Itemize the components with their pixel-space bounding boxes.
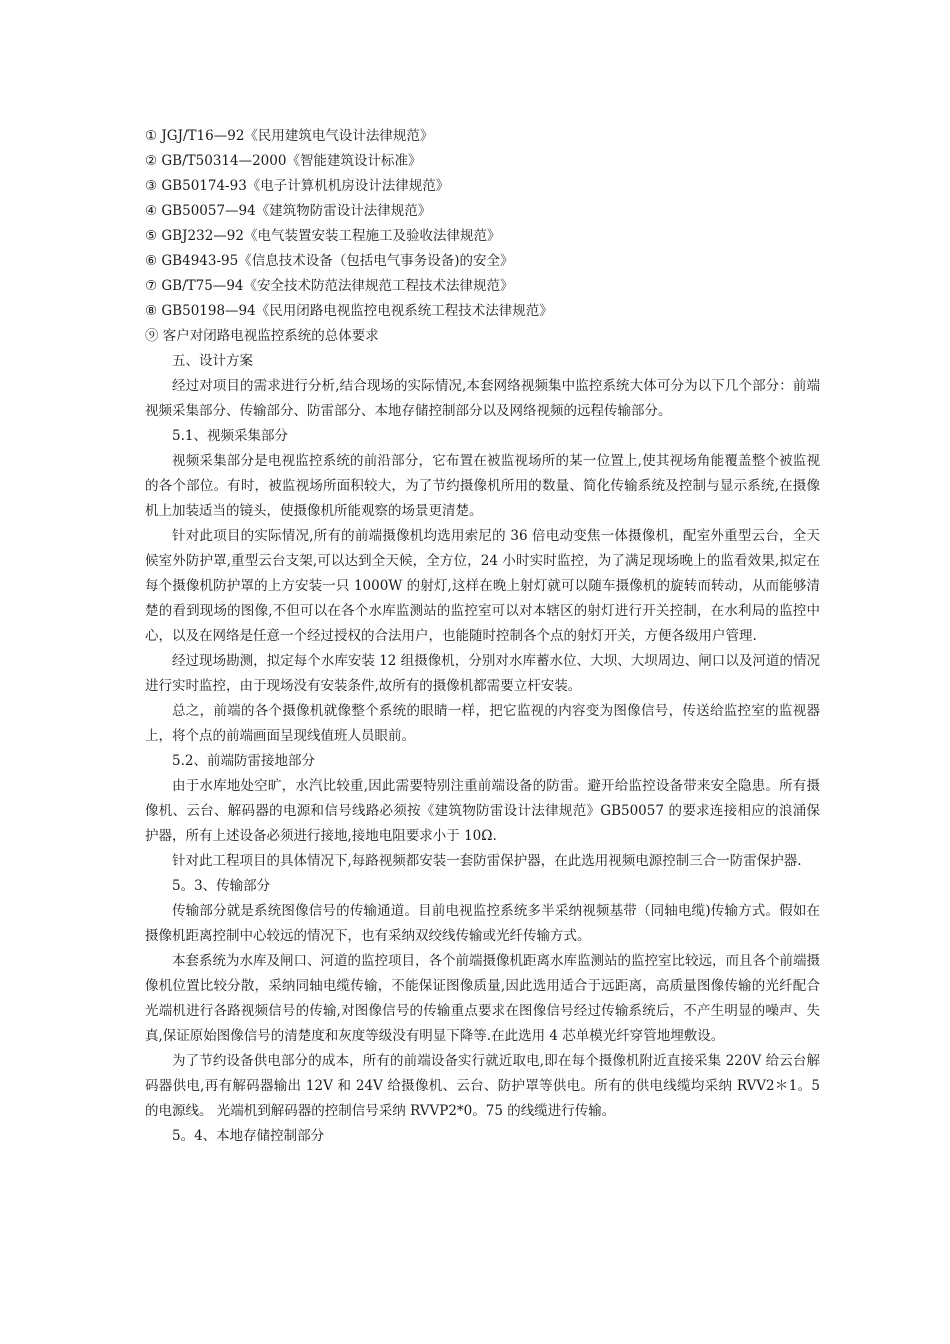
standard-item: ③ GB50174-93《电子计算机机房设计法律规范》 <box>145 178 450 194</box>
document-body <box>145 124 820 1149</box>
section-heading: 5。3、传输部分 <box>172 878 271 894</box>
standard-item: ⑦ GB/T75—94《安全技术防范法律规范工程技术法律规范》 <box>145 278 514 294</box>
paragraph: 由于水库地处空旷，水汽比较重,因此需要特别注重前端设备的防雷。避开给监控设备带来安全隐患。所有摄像机、云台、解码器的电源和信号线路必须按《建筑物防雷设计法律规范》GB50057 的要求连接相应的浪涌保护器，所有上述设备必须进行接地,接地电阻要求小于 10Ω. <box>145 778 820 844</box>
standard-item: ⑤ GBJ232—92《电气装置安装工程施工及验收法律规范》 <box>145 228 501 244</box>
paragraph: 视频采集部分是电视监控系统的前沿部分，它布置在被监视场所的某一位置上,使其视场角能覆盖整个被监视的各个部位。有时，被监视场所面积较大，为了节约摄像机所用的数量、简化传输系统及控制与显示系统,在摄像机上加装适当的镜头，使摄像机所能观察的场景更清楚。 <box>145 453 820 519</box>
section-heading: 5.2、前端防雷接地部分 <box>172 753 315 769</box>
standard-item: ④ GB50057—94《建筑物防雷设计法律规范》 <box>145 203 432 219</box>
standard-item: ① JGJ/T16—92《民用建筑电气设计法律规范》 <box>145 128 434 144</box>
section-heading: 5。4、本地存储控制部分 <box>172 1128 325 1144</box>
paragraph: 本套系统为水库及闸口、河道的监控项目，各个前端摄像机距离水库监测站的监控室比较远，而且各个前端摄像机位置比较分散，采纳同轴电缆传输，不能保证图像质量,因此选用适合于远距离，高质量图像传输的光纤配合光端机进行各路视频信号的传输,对图像信号的传输重点要求在图像信号经过传输系统后，不产生明显的噪声、失真,保证原始图像信号的清楚度和灰度等级没有明显下降等.在此选用 4 芯单模光纤穿管地埋敷设。 <box>145 953 820 1044</box>
paragraph: 经过现场勘测，拟定每个水库安装 12 组摄像机，分别对水库蓄水位、大坝、大坝周边、闸口以及河道的情况进行实时监控，由于现场没有安装条件,故所有的摄像机都需要立杆安装。 <box>145 653 820 694</box>
section-heading: 5.1、视频采集部分 <box>172 428 288 444</box>
standard-item: ⑧ GB50198—94《民用闭路电视监控电视系统工程技术法律规范》 <box>145 303 553 319</box>
paragraph: 针对此项目的实际情况,所有的前端摄像机均选用索尼的 36 倍电动变焦一体摄像机，配室外重型云台，全天候室外防护罩,重型云台支架,可以达到全天候，全方位，24 小时实时监控，为了满足现场晚上的监看效果,拟定在每个摄像机防护罩的上方安装一只 1000W 的射灯,这样在晚上射灯就可以随车摄像机的旋转而转动，从而能够清楚的看到现场的图像,不但可以在各个水库监测站的监控室可以对本辖区的射灯进行开关控制，在水利局的监控中心，以及在网络是任意一个经过授权的合法用户，也能随时控制各个点的射灯开关，方便各级用户管理. <box>145 528 820 644</box>
standard-item: ⑥ GB4943-95《信息技术设备（包括电气事务设备)的安全》 <box>145 253 514 269</box>
paragraph: 针对此工程项目的具体情况下,每路视频都安装一套防雷保护器，在此选用视频电源控制三合一防雷保护器. <box>172 853 802 869</box>
standards-list <box>145 124 820 349</box>
standard-item: ⑨ 客户对闭路电视监控系统的总体要求 <box>145 328 379 344</box>
paragraph: 经过对项目的需求进行分析,结合现场的实际情况,本套网络视频集中监控系统大体可分为以下几个部分：前端视频采集部分、传输部分、防雷部分、本地存储控制部分以及网络视频的远程传输部分。 <box>145 378 820 419</box>
paragraph: 传输部分就是系统图像信号的传输通道。目前电视监控系统多半采纳视频基带（同轴电缆)传输方式。假如在摄像机距离控制中心较远的情况下，也有采纳双绞线传输或光纤传输方式。 <box>145 903 820 944</box>
standard-item: ② GB/T50314—2000《智能建筑设计标准》 <box>145 153 422 169</box>
paragraph: 总之，前端的各个摄像机就像整个系统的眼睛一样，把它监视的内容变为图像信号，传送给监控室的监视器上，将个点的前端画面呈现线值班人员眼前。 <box>145 703 820 744</box>
section-heading: 五、设计方案 <box>172 353 253 369</box>
paragraph: 为了节约设备供电部分的成本，所有的前端设备实行就近取电,即在每个摄像机附近直接采集 220V 给云台解码器供电,再有解码器输出 12V 和 24V 给摄像机、云台、防护罩等供电。所有的供电线缆均采纳 RVV2＊1。5 的电源线。 光端机到解码器的控制信号采纳 RVVP2*0。75 的线缆进行传输。 <box>145 1053 820 1119</box>
